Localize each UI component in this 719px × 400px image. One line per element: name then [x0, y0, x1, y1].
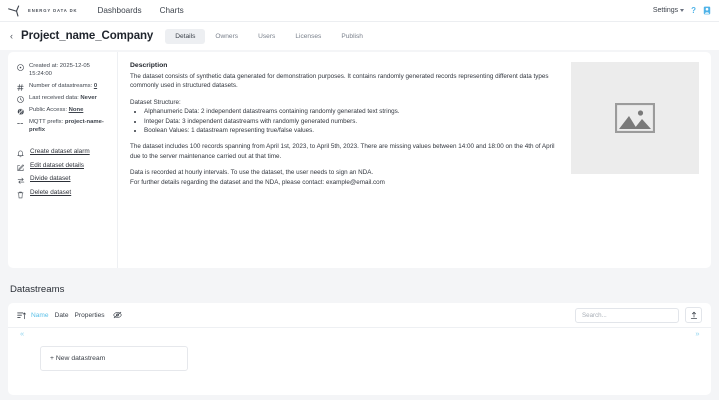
dataset-details-card: [8, 52, 711, 268]
top-right-actions: [653, 6, 711, 15]
meta-last-received-value: Never: [80, 94, 97, 101]
column-toggle-properties[interactable]: Properties: [74, 311, 105, 319]
brand-name: ENERGY DATA DK: [28, 8, 78, 13]
datastreams-card: [8, 303, 711, 395]
top-navigation-bar: [0, 0, 719, 22]
dataset-thumbnail-panel: [571, 52, 711, 268]
eye-off-icon[interactable]: [113, 311, 122, 319]
dataset-thumbnail: [571, 62, 699, 174]
create-dataset-alarm-action[interactable]: [16, 148, 111, 158]
description-records-note: The dataset includes 100 records spanning from April 1st, 2023, to April 5th, 2023. There are missing values between 14:00 and 18:00 on the 4th of April due to the server maintenance carried out at that time.: [130, 143, 555, 160]
dashes-icon: [16, 118, 25, 127]
nav-item-charts[interactable]: Charts: [159, 6, 184, 15]
tab-details[interactable]: Details: [165, 29, 205, 44]
upload-button[interactable]: [685, 307, 702, 323]
description-interval-note: Data is recorded at hourly intervals. To use the dataset, the user needs to sign an NDA.: [130, 169, 374, 177]
meta-mqtt-prefix-label: MQTT prefix:: [29, 119, 65, 126]
datastream-column-toggles: [31, 311, 122, 319]
list-item: • Boolean Values: 1 datastream representing true/false values.: [144, 126, 559, 135]
settings-menu[interactable]: [653, 7, 684, 14]
meta-datastream-count-value: 0: [93, 82, 98, 89]
dataset-actions: [16, 148, 111, 199]
primary-nav: [97, 6, 183, 15]
datastreams-section-title: Datastreams: [10, 284, 65, 295]
chevron-down-icon: [680, 9, 684, 12]
meta-public-access: [16, 106, 111, 116]
tab-bar: [165, 29, 373, 44]
meta-datastream-count-label: Number of datastreams:: [29, 82, 94, 89]
meta-last-received-text: [29, 94, 97, 102]
user-avatar-icon[interactable]: [703, 6, 711, 15]
description-structure-label: Dataset Structure:: [130, 98, 181, 106]
tab-publish[interactable]: Publish: [341, 32, 363, 40]
meta-created-at-text: Created at: 2025-12-05 15:24:00: [29, 63, 90, 78]
description-intro: The dataset consists of synthetic data generated for demonstration purposes. It contains randomly generated records representing different data types commonly used in structured datasets.: [130, 73, 549, 90]
list-item: • Integer Data: 3 independent datastreams with randomly generated numbers.: [144, 117, 559, 126]
image-placeholder-icon: [615, 103, 655, 133]
tab-licenses[interactable]: Licenses: [295, 32, 322, 40]
edit-square-icon: [16, 162, 25, 172]
edit-dataset-details-label: Edit dataset details: [30, 161, 84, 169]
meta-public-access-text: [29, 106, 83, 114]
description-heading: Description: [130, 62, 168, 69]
column-toggle-name[interactable]: Name: [31, 311, 49, 319]
meta-public-access-label: Public Access:: [29, 106, 69, 113]
meta-mqtt-prefix-text: [29, 118, 111, 135]
list-item: • Alphanumeric Data: 2 independent datastreams containing randomly generated text strings.: [144, 107, 559, 116]
nav-item-dashboards[interactable]: Dashboards: [97, 6, 142, 15]
sort-ascending-icon[interactable]: [17, 311, 26, 320]
hash-icon: [16, 82, 25, 91]
divide-dataset-label: Divide dataset: [30, 175, 71, 183]
clock-created-icon: [16, 62, 25, 71]
dataset-description-panel: [118, 52, 571, 268]
bell-icon: [16, 148, 25, 158]
pager-prev-button[interactable]: «: [20, 329, 24, 338]
page-title: Project_name_Company: [21, 30, 154, 42]
meta-datastream-count: [16, 82, 111, 91]
delete-dataset-action[interactable]: [16, 189, 111, 199]
meta-mqtt-prefix-value: project-name-prefix: [29, 119, 104, 134]
chevron-left-icon[interactable]: ‹: [10, 30, 13, 41]
description-structure-list: [144, 107, 559, 135]
datastreams-pager: [8, 328, 711, 342]
edit-dataset-details-action[interactable]: [16, 162, 111, 172]
new-datastream-area: [8, 342, 711, 371]
brand-logo[interactable]: [8, 5, 77, 17]
create-dataset-alarm-label: Create dataset alarm: [30, 147, 90, 155]
meta-created-at: [16, 62, 111, 79]
page-header: [0, 22, 719, 50]
datastreams-toolbar-right: [575, 307, 702, 323]
meta-datastream-count-text: [29, 82, 97, 90]
description-contact-note: For further details regarding the dataset and the NDA, please contact: example@email.com: [130, 178, 385, 186]
wind-turbine-icon: [8, 5, 25, 17]
pager-next-button[interactable]: »: [695, 329, 699, 338]
dataset-metadata-panel: [8, 52, 118, 268]
globe-off-icon: [16, 106, 25, 116]
delete-dataset-label: Delete dataset: [30, 188, 72, 196]
upload-icon: [690, 311, 698, 320]
divide-dataset-action[interactable]: [16, 175, 111, 185]
meta-public-access-value: None: [68, 106, 84, 113]
tab-owners[interactable]: Owners: [215, 32, 239, 40]
divide-arrows-icon: [16, 175, 25, 185]
question-mark-icon[interactable]: ?: [691, 6, 696, 15]
meta-last-received-label: Last received data:: [29, 94, 81, 101]
meta-last-received: [16, 94, 111, 103]
new-datastream-button[interactable]: + New datastream: [40, 346, 188, 371]
meta-mqtt-prefix: [16, 118, 111, 135]
column-toggle-date[interactable]: Date: [54, 311, 69, 319]
tab-users[interactable]: Users: [258, 32, 276, 40]
datastreams-toolbar: [8, 303, 711, 327]
settings-label: Settings: [652, 7, 679, 14]
search-input[interactable]: [575, 308, 679, 323]
trash-icon: [16, 189, 25, 199]
clock-icon: [16, 94, 25, 103]
